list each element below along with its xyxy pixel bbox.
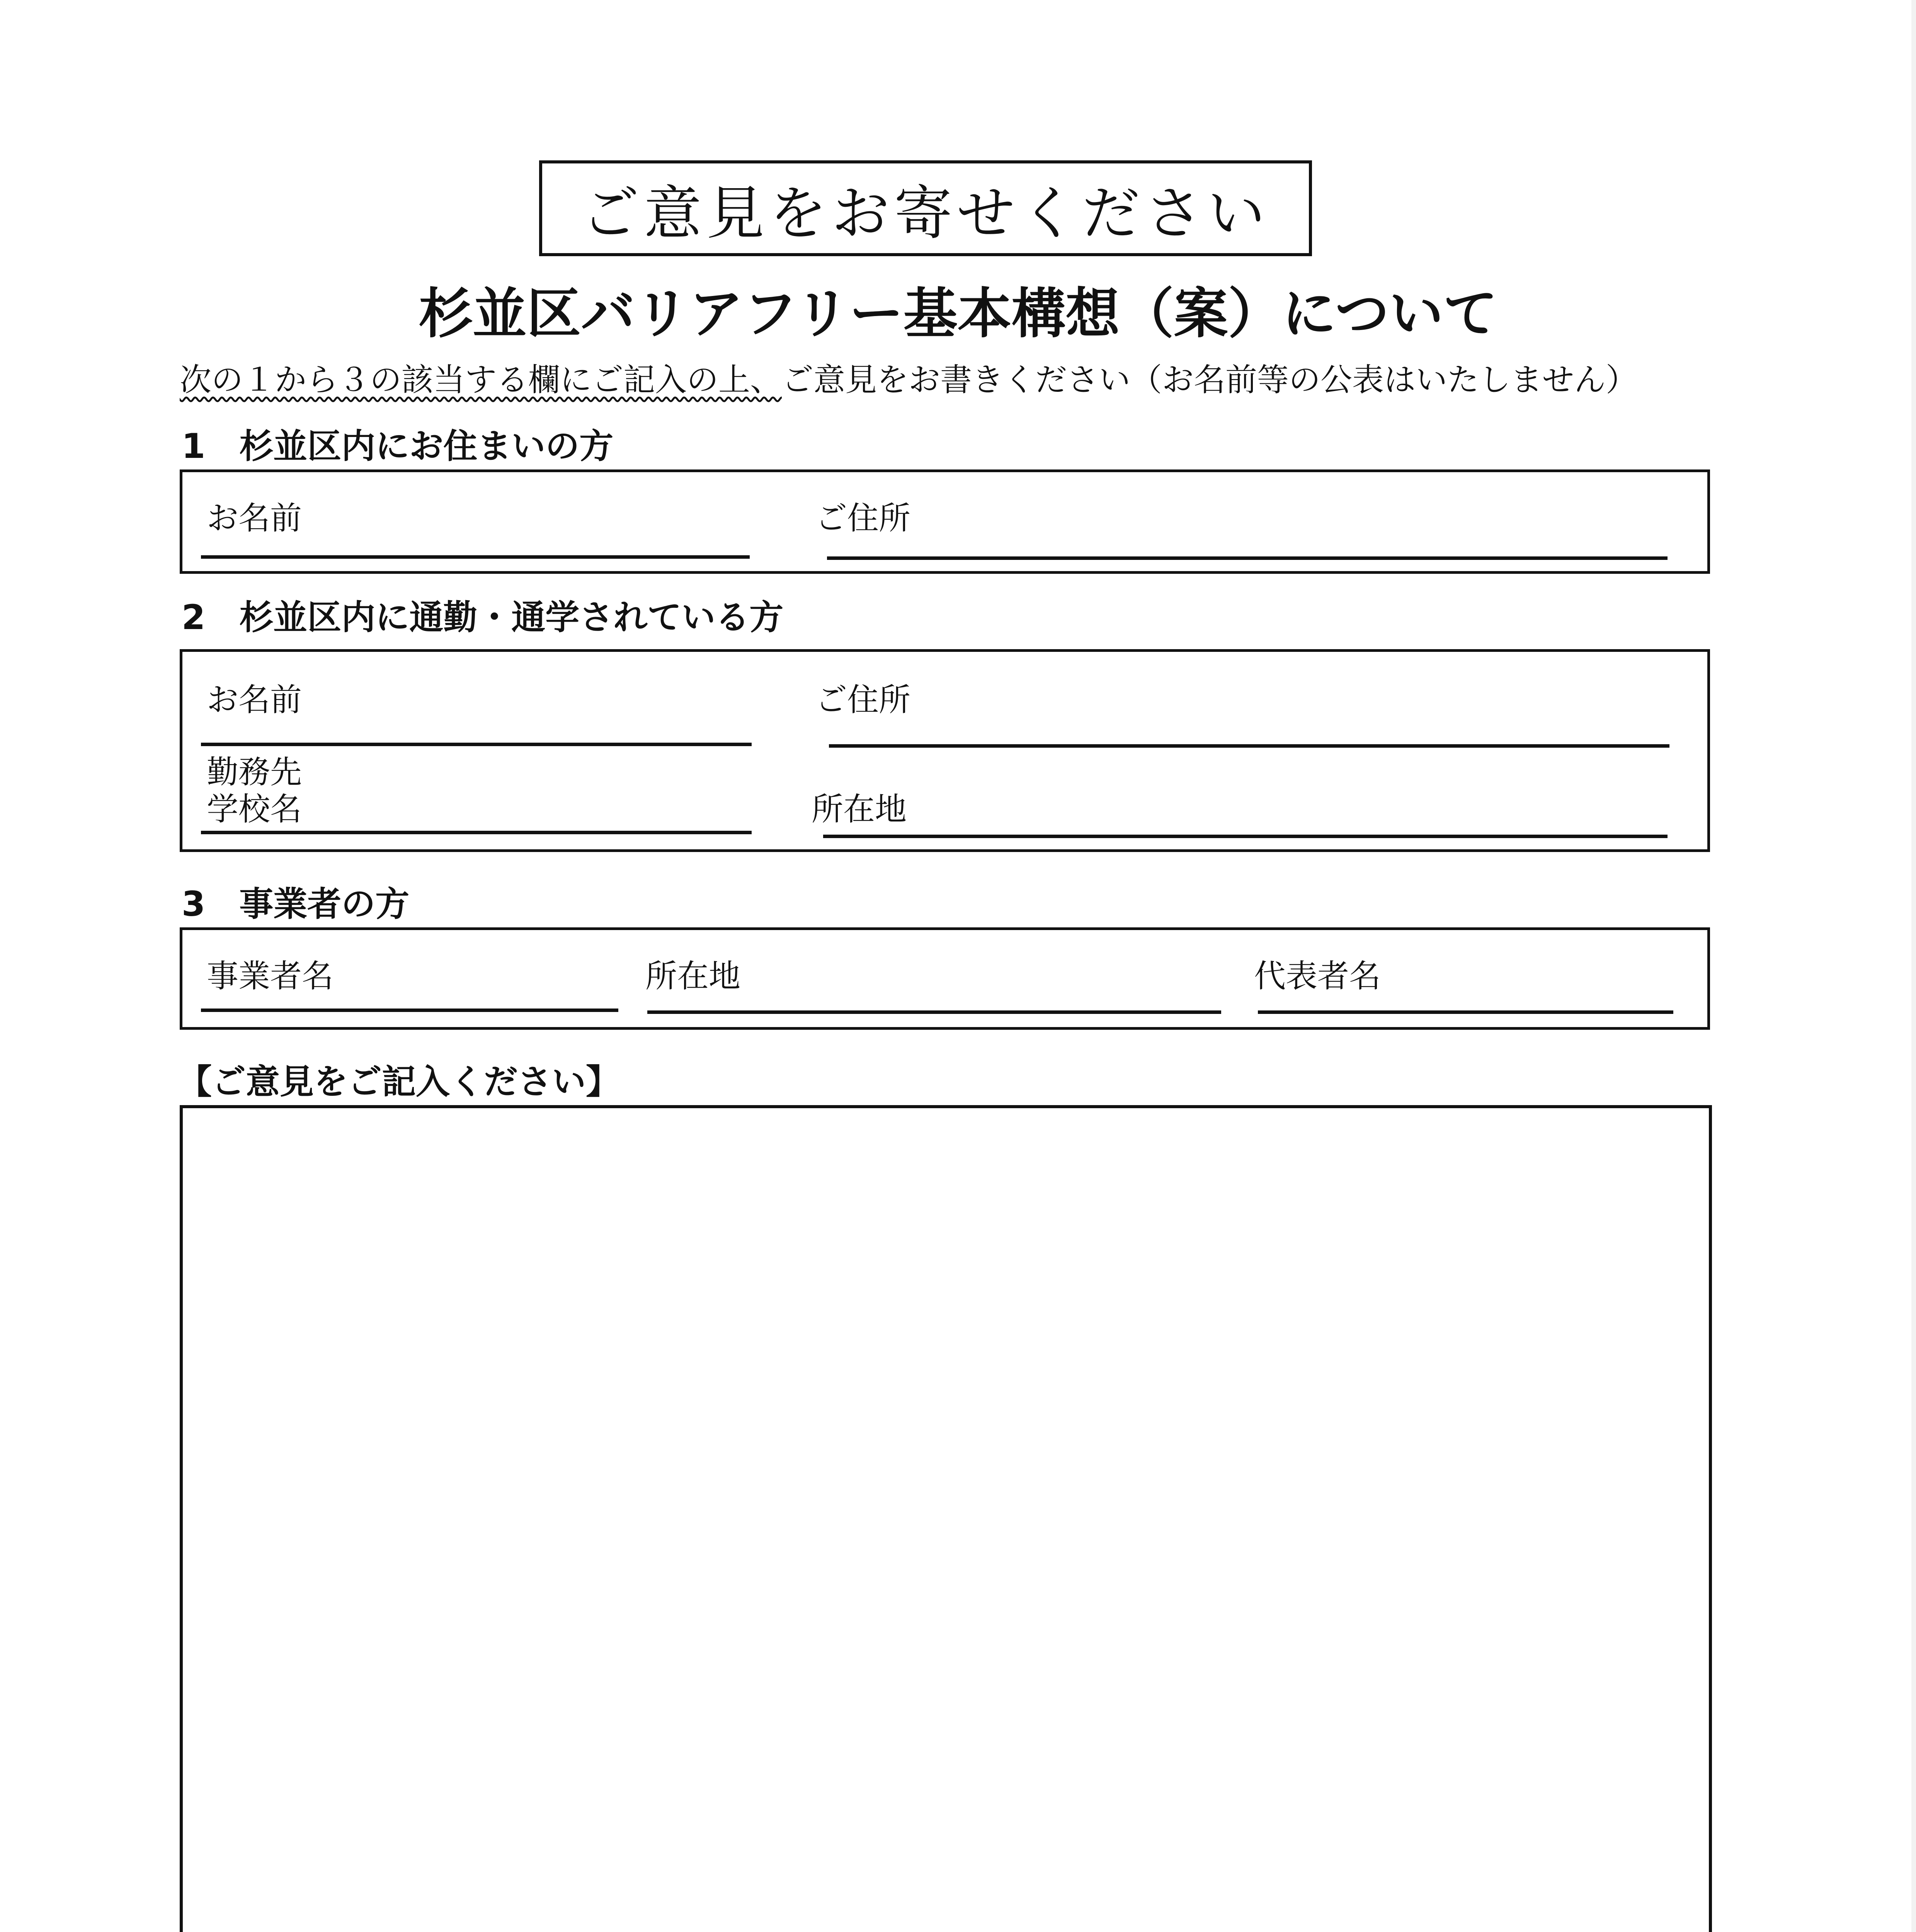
section2-school-label: 学校名: [207, 791, 302, 828]
page-title: 杉並区バリアフリー基本構想（案）について: [419, 282, 1497, 345]
opinion-heading: 【ご意見をご記入ください】: [178, 1062, 620, 1102]
section2-address-label: ご住所: [815, 682, 911, 718]
section1-name-label: お名前: [207, 500, 302, 537]
section3-company-field[interactable]: [201, 1009, 618, 1012]
section2-heading: 2 杉並区内に通勤・通学されている方: [182, 597, 784, 637]
section2-location-field[interactable]: [823, 835, 1668, 838]
section2-location-label: 所在地: [812, 791, 907, 828]
section3-location-label: 所在地: [645, 958, 741, 995]
section1-heading: 1 杉並区内にお住まいの方: [182, 426, 614, 466]
section3-company-label: 事業者名: [207, 958, 334, 995]
section1-address-label: ご住所: [815, 500, 911, 537]
instruction-rest: ご意見をお書きください（お名前等の公表はいたしません）: [782, 362, 1638, 398]
section3-heading: 3 事業者の方: [182, 884, 410, 924]
section3-representative-label: 代表者名: [1254, 958, 1381, 995]
section2-name-field[interactable]: [201, 743, 752, 746]
section2-box: [180, 649, 1710, 852]
opinion-textarea[interactable]: [180, 1105, 1712, 1932]
section1-address-field[interactable]: [827, 556, 1668, 560]
section2-work-label: 勤務先: [207, 754, 302, 791]
section3-location-field[interactable]: [647, 1010, 1221, 1014]
instruction-underlined: 次の１から３の該当する欄にご記入の上、: [180, 362, 782, 398]
section3-box: [180, 927, 1710, 1030]
banner-title: ご意見をお寄せください: [539, 160, 1312, 256]
section2-work-field[interactable]: [201, 831, 752, 834]
section3-representative-field[interactable]: [1258, 1010, 1673, 1014]
section2-name-label: お名前: [207, 682, 302, 718]
section2-address-field[interactable]: [829, 744, 1669, 748]
instruction-text: [180, 355, 1637, 400]
section1-name-field[interactable]: [201, 555, 750, 559]
